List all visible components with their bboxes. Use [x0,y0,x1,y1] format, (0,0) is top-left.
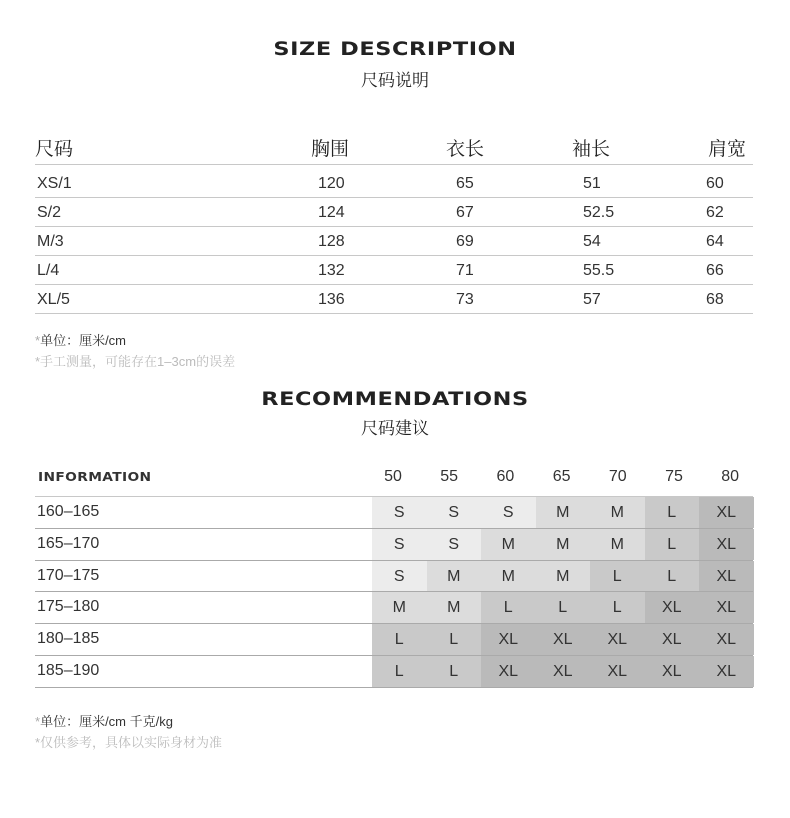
size-cell: M [536,561,591,592]
recommendations-subtitle: 尺码建议 [361,419,429,438]
header-length: 衣长 [446,139,485,160]
size-cell: L [590,561,645,592]
table-cell: 62 [706,204,724,221]
reference-note: *仅供参考，具体以实际身材为准 [35,735,223,750]
recommendation-row [35,655,753,686]
table-cell: 60 [706,175,724,192]
size-cell: S [427,529,482,560]
height-range: 165–170 [37,534,100,552]
size-cell: M [536,529,591,560]
size-cell: S [372,561,427,592]
table-cell: 71 [456,262,474,279]
size-cell: XL [481,624,536,655]
table-row [0,255,790,284]
table-row [0,197,790,226]
header-size: 尺码 [35,139,74,160]
size-cell: XL [536,624,591,655]
size-cell: S [427,497,482,528]
recommendation-row [35,528,753,559]
size-cell: XL [645,592,700,623]
size-cell: XL [699,561,754,592]
size-cell: M [481,529,536,560]
size-cell: L [427,624,482,655]
size-cell: M [372,592,427,623]
weight-header: 65 [552,468,571,485]
size-cell: L [372,656,427,687]
size-cell: XL [699,529,754,560]
size-table-header [0,134,790,164]
error-note: *手工测量，可能存在1–3cm的误差 [35,354,236,369]
table-cell: 128 [318,233,345,250]
table-cell: 66 [706,262,724,279]
weight-header: 55 [440,468,459,485]
table-row [0,168,790,197]
divider [35,164,753,165]
table-cell: 52.5 [583,204,615,221]
divider [35,687,753,688]
table-cell: 67 [456,204,474,221]
table-cell: L/4 [37,262,60,279]
size-cell: XL [645,656,700,687]
recommendation-row [35,623,753,654]
weight-header: 70 [608,468,627,485]
size-cell: L [645,497,700,528]
size-cell: S [372,497,427,528]
table-row [0,284,790,313]
table-cell: 69 [456,233,474,250]
weight-header: 80 [721,468,740,485]
size-cell: XL [481,656,536,687]
size-cell: S [372,529,427,560]
weight-header: 75 [665,468,683,485]
size-cell: XL [699,592,754,623]
weight-header: 60 [496,468,515,485]
table-cell: 51 [583,175,601,192]
unit-note: *单位：厘米/cm 千克/kg [35,714,173,729]
table-cell: 54 [583,233,601,250]
size-cell: XL [590,624,645,655]
height-range: 175–180 [37,598,100,616]
header-shoulder: 肩宽 [708,139,747,160]
divider [35,313,753,314]
size-cell: M [590,529,645,560]
size-cell: S [481,497,536,528]
table-cell: 55.5 [583,262,615,279]
table-cell: 68 [706,291,724,308]
size-cell: L [645,529,700,560]
size-cell: M [590,497,645,528]
table-cell: M/3 [37,233,64,250]
recommendation-row [35,591,753,622]
recommendation-row [35,560,753,591]
size-cell: M [536,497,591,528]
table-row [0,226,790,255]
table-cell: 64 [706,233,724,250]
table-cell: 124 [318,204,345,221]
recommendations-title: RECOMMENDATIONS [261,388,529,410]
table-cell: XS/1 [37,175,72,192]
size-cell: L [481,592,536,623]
height-range: 185–190 [37,662,100,679]
size-cell: XL [536,656,591,687]
weight-header: 50 [384,468,402,485]
size-cell: XL [699,656,754,687]
table-cell: 136 [318,291,345,308]
header-sleeve: 袖长 [572,139,611,160]
size-cell: M [481,561,536,592]
height-range: 160–165 [37,503,100,520]
table-cell: 120 [318,175,345,192]
size-cell: L [536,592,591,623]
height-range: 180–185 [37,630,100,648]
size-cell: M [427,592,482,623]
size-cell: L [590,592,645,623]
information-header: INFORMATION [38,470,152,484]
header-chest: 胸围 [311,139,350,160]
size-cell: M [427,561,482,592]
table-cell: XL/5 [37,291,70,308]
unit-note: *单位：厘米/cm [35,333,127,348]
size-cell: XL [699,497,754,528]
table-cell: 73 [456,291,474,308]
size-cell: L [372,624,427,655]
size-cell: L [645,561,700,592]
size-description-title: SIZE DESCRIPTION [273,38,517,60]
size-description-subtitle: 尺码说明 [361,71,429,90]
recommendation-row [35,496,753,527]
size-cell: XL [645,624,700,655]
table-cell: 65 [456,175,474,192]
size-cell: XL [699,624,754,655]
height-range: 170–175 [37,566,100,584]
table-cell: 132 [318,262,345,279]
table-cell: 57 [583,291,601,308]
table-cell: S/2 [37,204,62,221]
size-cell: XL [590,656,645,687]
size-cell: L [427,656,482,687]
